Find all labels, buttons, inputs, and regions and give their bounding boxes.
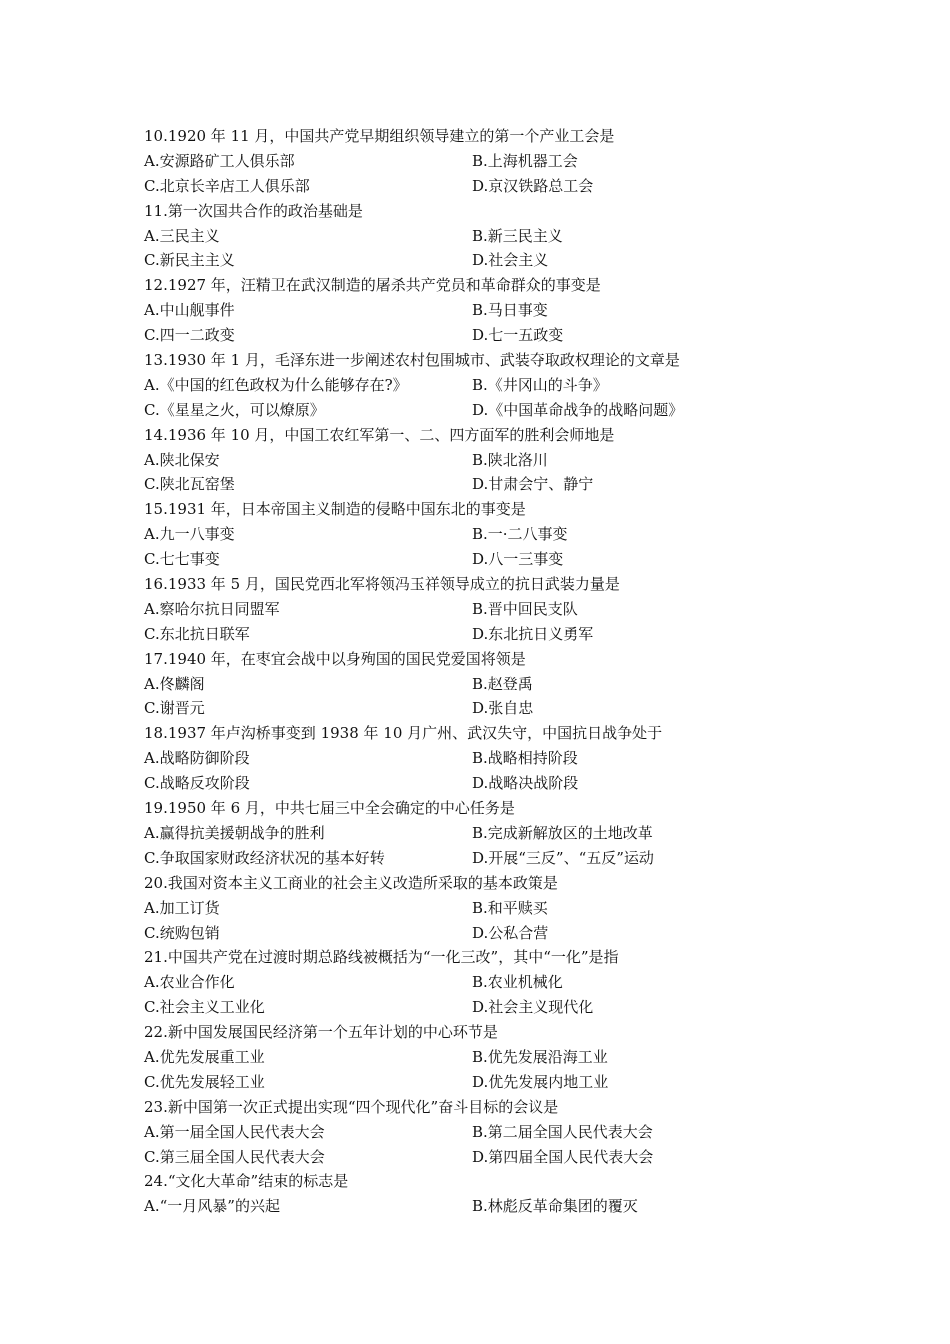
answer-option: B.上海机器工会 <box>472 151 578 170</box>
answer-option: D.社会主义现代化 <box>472 998 594 1017</box>
answer-option: D.东北抗日义勇军 <box>472 624 594 643</box>
answer-option: A.农业合作化 <box>144 973 235 992</box>
option-row <box>144 921 864 946</box>
answer-option: D.七一五政变 <box>472 326 564 345</box>
answer-option: A.战略防御阶段 <box>144 749 250 768</box>
answer-option: B.战略相持阶段 <box>472 749 578 768</box>
question-text: 16.1933 年 5 月，国民党西北军将领冯玉祥领导成立的抗日武装力量是 <box>144 575 620 594</box>
option-row <box>144 970 864 995</box>
question-text: 13.1930 年 1 月，毛泽东进一步阐述农村包围城市、武装夺取政权理论的文章是 <box>144 351 680 370</box>
answer-option: D.张自忠 <box>472 699 534 718</box>
option-row <box>144 448 864 473</box>
answer-option: A.九一八事变 <box>144 525 235 544</box>
answer-option: D.《中国革命战争的战略问题》 <box>472 400 684 419</box>
answer-option: B.农业机械化 <box>472 973 563 992</box>
answer-option: B.马日事变 <box>472 301 548 320</box>
answer-option: A.赢得抗美援朝战争的胜利 <box>144 823 325 842</box>
option-row <box>144 174 864 199</box>
option-row <box>144 224 864 249</box>
answer-option: C.北京长辛店工人俱乐部 <box>144 176 310 195</box>
answer-option: B.《井冈山的斗争》 <box>472 375 608 394</box>
option-row <box>144 149 864 174</box>
answer-option: D.社会主义 <box>472 251 549 270</box>
question-text: 18.1937 年卢沟桥事变到 1938 年 10 月广州、武汉失守，中国抗日战争处于 <box>144 724 663 743</box>
answer-option: C.七七事变 <box>144 550 220 569</box>
question-text: 19.1950 年 6 月，中共七届三中全会确定的中心任务是 <box>144 799 515 818</box>
option-row <box>144 472 864 497</box>
option-row <box>144 896 864 921</box>
question-text: 23.新中国第一次正式提出实现“四个现代化”奋斗目标的会议是 <box>144 1097 559 1116</box>
answer-option: B.优先发展沿海工业 <box>472 1047 608 1066</box>
option-row <box>144 522 864 547</box>
answer-option: A.“一月风暴”的兴起 <box>144 1197 280 1216</box>
option-row <box>144 622 864 647</box>
answer-option: B.一·二八事变 <box>472 525 568 544</box>
option-row <box>144 373 864 398</box>
question-text: 21.中国共产党在过渡时期总路线被概括为“一化三改”，其中“一化”是指 <box>144 948 619 967</box>
answer-option: B.赵登禹 <box>472 674 533 693</box>
option-row <box>144 1045 864 1070</box>
question-text: 12.1927 年，汪精卫在武汉制造的屠杀共产党员和革命群众的事变是 <box>144 276 601 295</box>
answer-option: D.第四届全国人民代表大会 <box>472 1147 654 1166</box>
answer-option: B.完成新解放区的土地改革 <box>472 823 653 842</box>
question-text: 15.1931 年，日本帝国主义制造的侵略中国东北的事变是 <box>144 500 526 519</box>
question-text: 14.1936 年 10 月，中国工农红军第一、二、四方面军的胜利会师地是 <box>144 425 615 444</box>
answer-option: C.《星星之火，可以燎原》 <box>144 400 325 419</box>
answer-option: C.统购包销 <box>144 923 220 942</box>
answer-option: A.安源路矿工人俱乐部 <box>144 151 295 170</box>
answer-option: A.三民主义 <box>144 226 220 245</box>
question-text: 17.1940 年，在枣宜会战中以身殉国的国民党爱国将领是 <box>144 649 526 668</box>
answer-option: C.社会主义工业化 <box>144 998 265 1017</box>
option-row <box>144 1145 864 1170</box>
option-row <box>144 821 864 846</box>
option-row <box>144 323 864 348</box>
question-text: 10.1920 年 11 月，中国共产党早期组织领导建立的第一个产业工会是 <box>144 127 615 145</box>
answer-option: A.第一届全国人民代表大会 <box>144 1122 325 1141</box>
option-row <box>144 696 864 721</box>
answer-option: C.第三届全国人民代表大会 <box>144 1147 325 1166</box>
answer-option: A.优先发展重工业 <box>144 1047 265 1066</box>
option-row <box>144 398 864 423</box>
exam-document <box>144 124 864 1219</box>
answer-option: C.谢晋元 <box>144 699 205 718</box>
answer-option: D.甘肃会宁、静宁 <box>472 475 594 494</box>
answer-option: C.争取国家财政经济状况的基本好转 <box>144 848 385 867</box>
answer-option: D.开展“三反”、“五反”运动 <box>472 848 654 867</box>
option-row <box>144 672 864 697</box>
option-row <box>144 597 864 622</box>
answer-option: D.京汉铁路总工会 <box>472 176 594 195</box>
answer-option: C.东北抗日联军 <box>144 624 250 643</box>
answer-option: A.察哈尔抗日同盟军 <box>144 599 280 618</box>
answer-option: D.优先发展内地工业 <box>472 1072 609 1091</box>
answer-option: C.新民主主义 <box>144 251 235 270</box>
answer-option: C.四一二政变 <box>144 326 235 345</box>
option-row <box>144 846 864 871</box>
answer-option: D.战略决战阶段 <box>472 774 579 793</box>
answer-option: A.佟麟阁 <box>144 674 205 693</box>
answer-option: D.八一三事变 <box>472 550 564 569</box>
answer-option: A.《中国的红色政权为什么能够存在?》 <box>144 375 408 394</box>
answer-option: A.中山舰事件 <box>144 301 235 320</box>
option-row <box>144 1070 864 1095</box>
question-text: 20.我国对资本主义工商业的社会主义改造所采取的基本政策是 <box>144 873 558 892</box>
option-row <box>144 1194 864 1219</box>
question-text: 24.“文化大革命”结束的标志是 <box>144 1172 349 1191</box>
answer-option: B.和平赎买 <box>472 898 548 917</box>
answer-option: B.陕北洛川 <box>472 450 548 469</box>
option-row <box>144 1120 864 1145</box>
answer-option: C.战略反攻阶段 <box>144 774 250 793</box>
answer-option: B.新三民主义 <box>472 226 563 245</box>
answer-option: B.第二届全国人民代表大会 <box>472 1122 653 1141</box>
option-row <box>144 298 864 323</box>
question-text: 11.第一次国共合作的政治基础是 <box>144 201 363 220</box>
option-row <box>144 995 864 1020</box>
answer-option: C.陕北瓦窑堡 <box>144 475 235 494</box>
option-row <box>144 771 864 796</box>
answer-option: C.优先发展轻工业 <box>144 1072 265 1091</box>
answer-option: B.林彪反革命集团的覆灭 <box>472 1197 638 1216</box>
answer-option: A.陕北保安 <box>144 450 220 469</box>
answer-option: D.公私合营 <box>472 923 549 942</box>
option-row <box>144 248 864 273</box>
option-row <box>144 547 864 572</box>
option-row <box>144 746 864 771</box>
answer-option: A.加工订货 <box>144 898 220 917</box>
question-text: 22.新中国发展国民经济第一个五年计划的中心环节是 <box>144 1023 498 1042</box>
answer-option: B.晋中回民支队 <box>472 599 578 618</box>
